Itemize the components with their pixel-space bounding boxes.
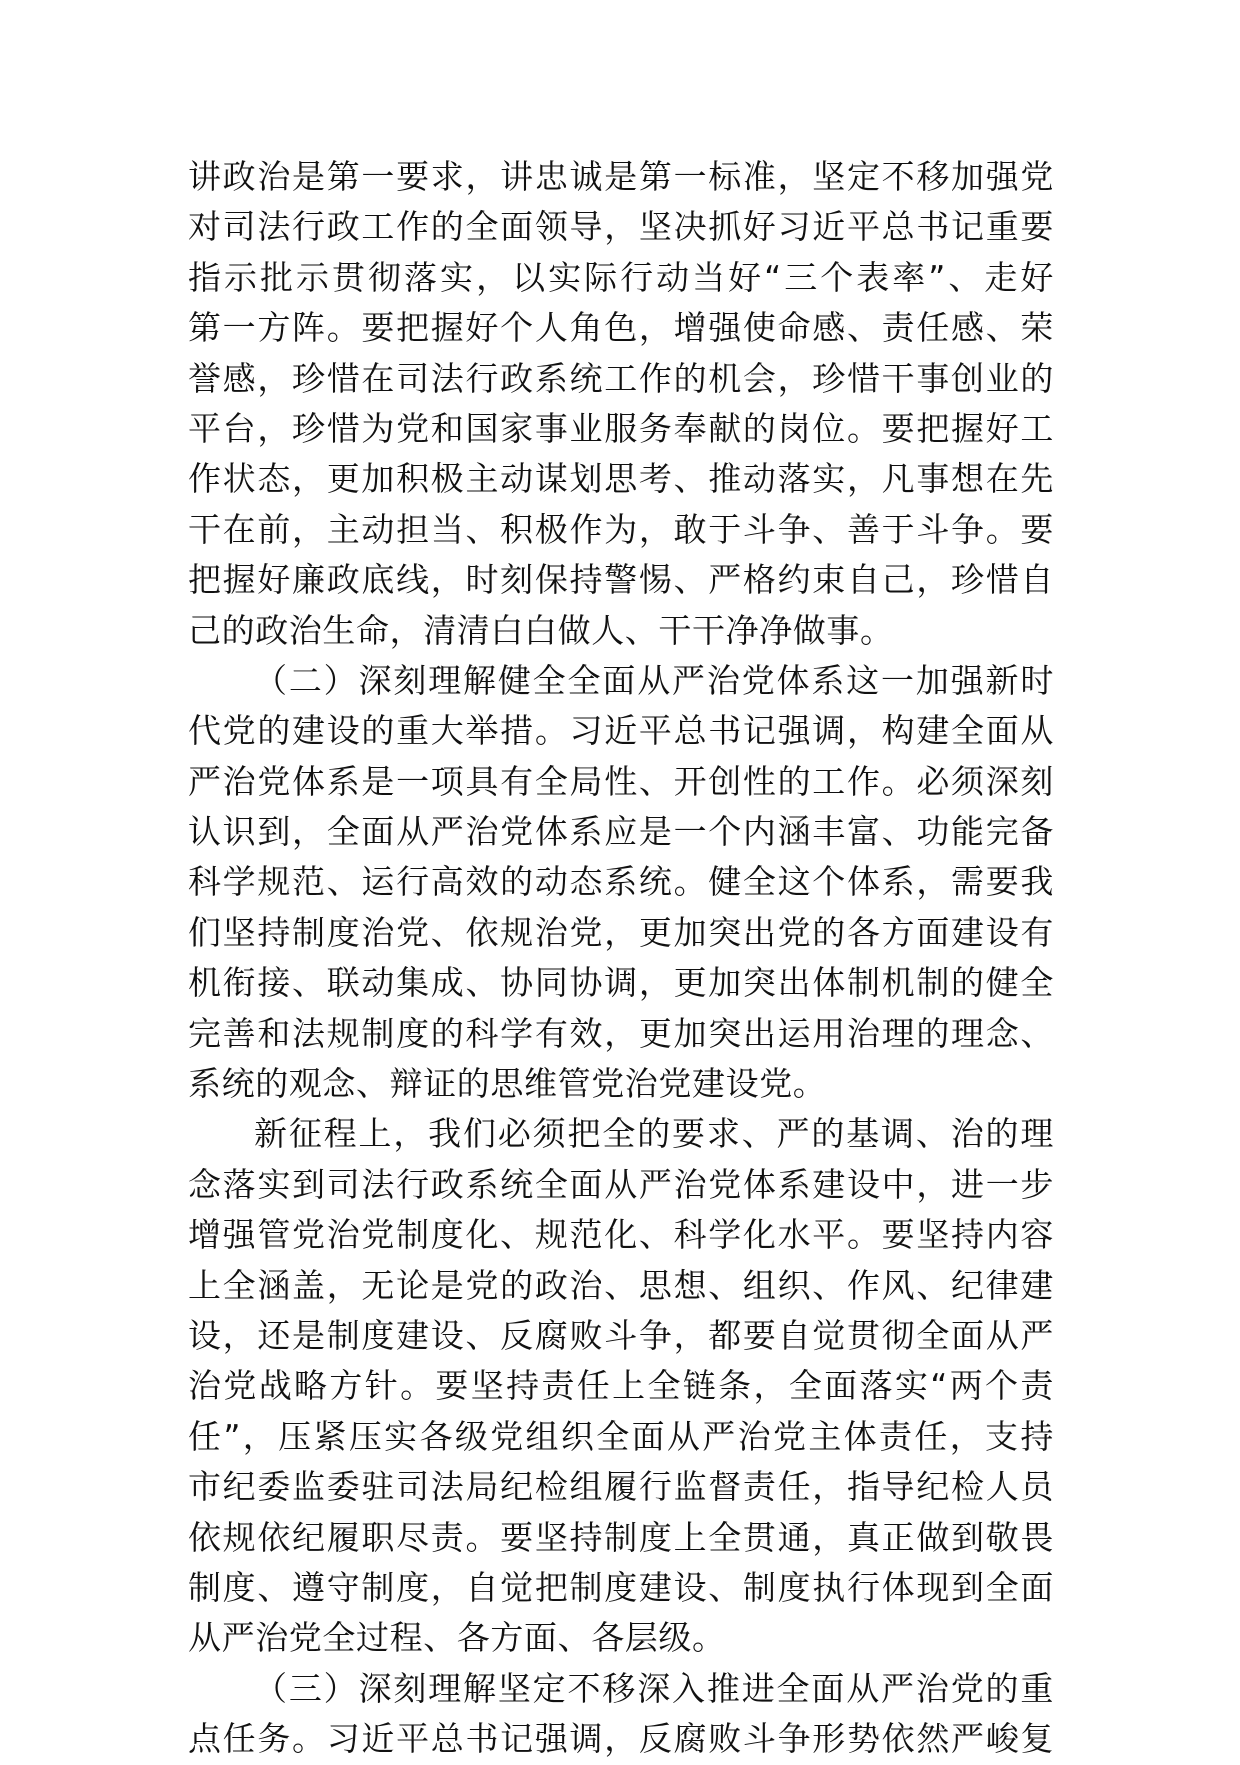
text-line: 上全涵盖，无论是党的政治、思想、组织、作风、纪律建 — [188, 1265, 1054, 1305]
text-line: 设，还是制度建设、反腐败斗争，都要自觉贯彻全面从严 — [188, 1315, 1054, 1355]
text-line: 第一方阵。要把握好个人角色，增强使命感、责任感、荣 — [188, 308, 1054, 348]
text-line: 作状态，更加积极主动谋划思考、推动落实，凡事想在先 — [188, 459, 1054, 499]
text-line: 从严治党全过程、各方面、各层级。 — [188, 1618, 726, 1658]
text-line: 新征程上，我们必须把全的要求、严的基调、治的理 — [254, 1114, 1054, 1154]
paragraph-4 — [188, 1664, 1054, 1765]
text-line: 制度、遵守制度，自觉把制度建设、制度执行体现到全面 — [188, 1567, 1054, 1607]
text-line: 平台，珍惜为党和国家事业服务奉献的岗位。要把握好工 — [188, 408, 1054, 448]
text-line: 己的政治生命，清清白白做人、干干净净做事。 — [188, 610, 894, 650]
text-line: 念落实到司法行政系统全面从严治党体系建设中，进一步 — [188, 1164, 1054, 1204]
text-line: 完善和法规制度的科学有效，更加突出运用治理的理念、 — [188, 1013, 1054, 1053]
text-line: 认识到，全面从严治党体系应是一个内涵丰富、功能完备 — [188, 812, 1054, 852]
text-line: 机衔接、联动集成、协同协调，更加突出体制机制的健全 — [188, 963, 1054, 1003]
paragraph-1 — [188, 152, 1054, 656]
text-line: 把握好廉政底线，时刻保持警惕、严格约束自己，珍惜自 — [188, 560, 1054, 600]
text-line: 们坚持制度治党、依规治党，更加突出党的各方面建设有 — [188, 912, 1054, 952]
text-line: 治党战略方针。要坚持责任上全链条，全面落实“两个责 — [188, 1366, 1054, 1406]
text-line: 严治党体系是一项具有全局性、开创性的工作。必须深刻 — [188, 761, 1054, 801]
text-line: 干在前，主动担当、积极作为，敢于斗争、善于斗争。要 — [188, 509, 1054, 549]
section-heading-line: （三）深刻理解坚定不移深入推进全面从严治党的重 — [254, 1668, 1054, 1708]
text-line: 任”，压紧压实各级党组织全面从严治党主体责任，支持 — [188, 1416, 1054, 1456]
text-line: 科学规范、运行高效的动态系统。健全这个体系，需要我 — [188, 862, 1054, 902]
paragraph-3 — [188, 1109, 1054, 1663]
paragraph-2 — [188, 656, 1054, 1110]
text-line: 增强管党治党制度化、规范化、科学化水平。要坚持内容 — [188, 1215, 1054, 1255]
text-line: 点任务。习近平总书记强调，反腐败斗争形势依然严峻复 — [188, 1719, 1054, 1759]
document-body — [188, 152, 1054, 1765]
text-line: 依规依纪履职尽责。要坚持制度上全贯通，真正做到敬畏 — [188, 1517, 1054, 1557]
text-line: 讲政治是第一要求，讲忠诚是第一标准，坚定不移加强党 — [188, 157, 1054, 196]
text-line: 指示批示贯彻落实，以实际行动当好“三个表率”、走好 — [188, 257, 1054, 297]
text-line: 对司法行政工作的全面领导，坚决抓好习近平总书记重要 — [188, 207, 1054, 247]
text-line: 誉感，珍惜在司法行政系统工作的机会，珍惜干事创业的 — [188, 358, 1054, 398]
text-line: 系统的观念、辩证的思维管党治党建设党。 — [188, 1064, 827, 1104]
text-line: 市纪委监委驻司法局纪检组履行监督责任，指导纪检人员 — [188, 1467, 1054, 1507]
section-heading-line: （二）深刻理解健全全面从严治党体系这一加强新时 — [254, 660, 1054, 700]
text-line: 代党的建设的重大举措。习近平总书记强调，构建全面从 — [188, 711, 1054, 751]
